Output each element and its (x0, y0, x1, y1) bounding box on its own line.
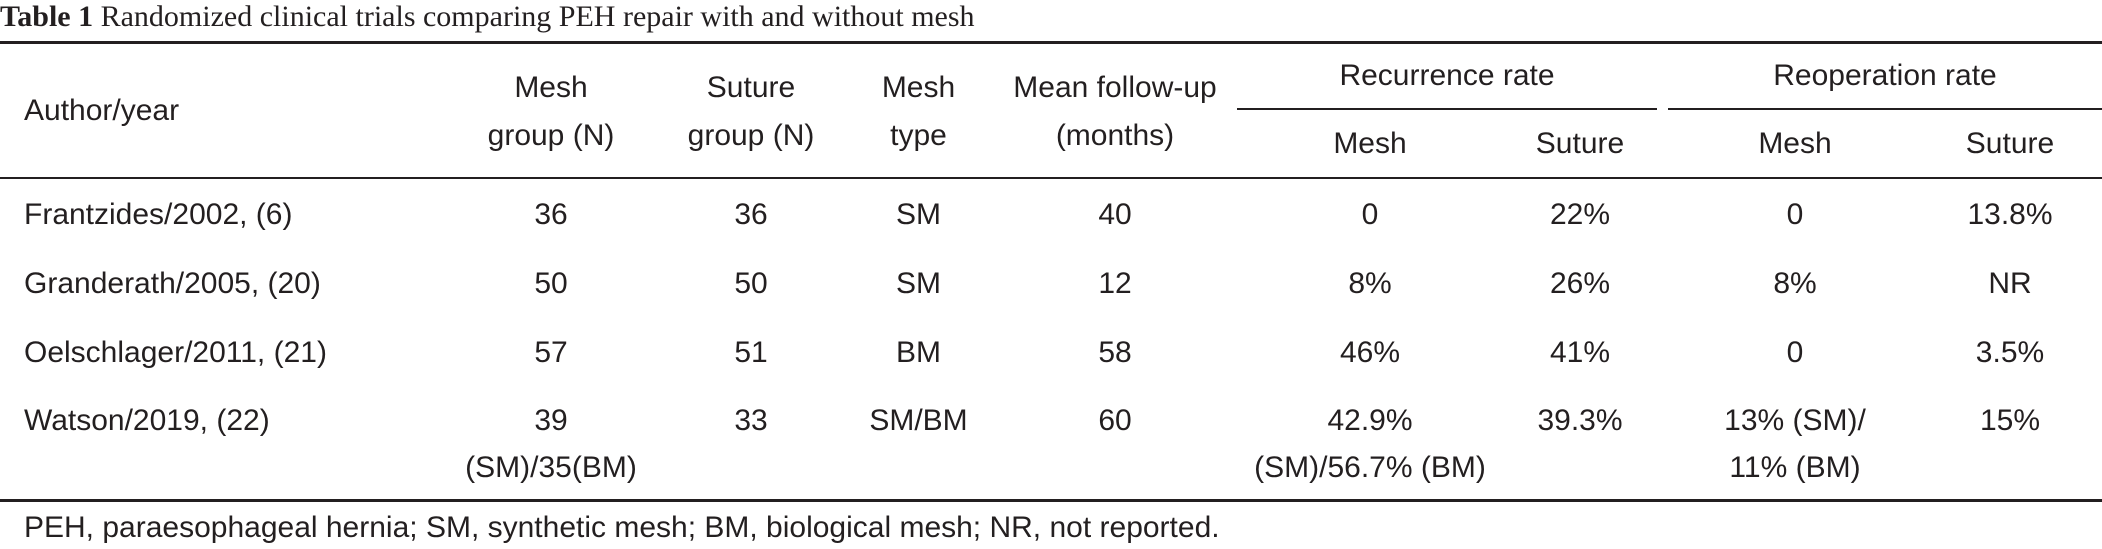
cell-reoperation-suture: NR (1988, 267, 2032, 300)
cell-author: Watson/2019, (22) (24, 404, 270, 437)
cell-mesh-type: SM (896, 198, 941, 231)
header-mesh-group-line1: Mesh (514, 71, 588, 104)
cell-mesh-type: SM/BM (869, 404, 968, 437)
header-follow-up-line1: Mean follow-up (1013, 71, 1217, 104)
header-mesh-type-line1: Mesh (881, 71, 956, 104)
cell-author: Oelschlager/2011, (21) (24, 336, 327, 369)
cell-reoperation-mesh-line2: 11% (BM) (1729, 451, 1861, 484)
header-suture-group-line2: group (N) (687, 119, 815, 152)
cell-follow-up: 12 (1098, 267, 1132, 300)
cell-recurrence-suture: 26% (1549, 267, 1611, 300)
cell-reoperation-mesh-line1: 13% (SM)/ (1724, 404, 1866, 437)
header-follow-up-line2: (months) (1055, 119, 1175, 152)
cell-suture-group-n: 36 (734, 198, 768, 231)
cell-suture-group-n: 50 (734, 267, 768, 300)
header-mesh-group-line2: group (N) (487, 119, 615, 152)
cell-mesh-group-n: 50 (534, 267, 568, 300)
cell-reoperation-suture: 15% (1979, 404, 2041, 437)
cell-mesh-group-n: 36 (534, 198, 568, 231)
cell-mesh-type: SM (896, 267, 941, 300)
cell-mesh-group-n-line1: 39 (534, 404, 568, 437)
table-caption (0, 0, 975, 36)
recurrence-rate-underline (1237, 108, 1657, 110)
header-suture-group-line1: Suture (706, 71, 796, 104)
cell-follow-up: 58 (1098, 336, 1132, 369)
cell-recurrence-mesh-line1: 42.9% (1327, 404, 1413, 437)
cell-reoperation-suture: 13.8% (1967, 198, 2053, 231)
reoperation-rate-underline (1668, 108, 2102, 110)
header-recurrence-suture: Suture (1535, 127, 1625, 160)
table-header-rule (0, 177, 2102, 179)
table-top-rule (0, 41, 2102, 44)
cell-author: Frantzides/2002, (6) (24, 198, 293, 231)
header-recurrence-rate: Recurrence rate (1339, 59, 1555, 92)
cell-follow-up: 60 (1098, 404, 1132, 437)
cell-recurrence-suture: 41% (1549, 336, 1611, 369)
cell-reoperation-mesh: 0 (1786, 198, 1804, 231)
cell-recurrence-suture: 39.3% (1537, 404, 1623, 437)
table-caption-text: Randomized clinical trials comparing PEH repair with and without mesh (100, 0, 975, 33)
cell-reoperation-mesh: 8% (1773, 267, 1817, 300)
cell-reoperation-mesh: 0 (1786, 336, 1804, 369)
cell-mesh-group-n: 57 (534, 336, 568, 369)
cell-recurrence-mesh: 8% (1348, 267, 1392, 300)
header-reoperation-mesh: Mesh (1758, 127, 1832, 160)
cell-recurrence-mesh-line2: (SM)/56.7% (BM) (1254, 451, 1486, 484)
cell-recurrence-suture: 22% (1549, 198, 1611, 231)
cell-mesh-group-n-line2: (SM)/35(BM) (465, 451, 637, 484)
cell-author: Granderath/2005, (20) (24, 267, 321, 300)
table-bottom-rule (0, 499, 2102, 502)
cell-mesh-type: BM (896, 336, 941, 369)
cell-reoperation-suture: 3.5% (1975, 336, 2045, 369)
cell-recurrence-mesh: 46% (1339, 336, 1401, 369)
cell-suture-group-n: 51 (734, 336, 768, 369)
table-footnote: PEH, paraesophageal hernia; SM, synthetic mesh; BM, biological mesh; NR, not reported. (24, 511, 1220, 544)
cell-recurrence-mesh: 0 (1361, 198, 1379, 231)
cell-suture-group-n: 33 (734, 404, 768, 437)
table-caption-label: Table 1 (0, 0, 94, 33)
header-recurrence-mesh: Mesh (1333, 127, 1407, 160)
cell-follow-up: 40 (1098, 198, 1132, 231)
header-mesh-type-line2: type (890, 119, 947, 152)
header-reoperation-rate: Reoperation rate (1773, 59, 1997, 92)
header-author-year: Author/year (24, 94, 180, 127)
header-reoperation-suture: Suture (1965, 127, 2055, 160)
